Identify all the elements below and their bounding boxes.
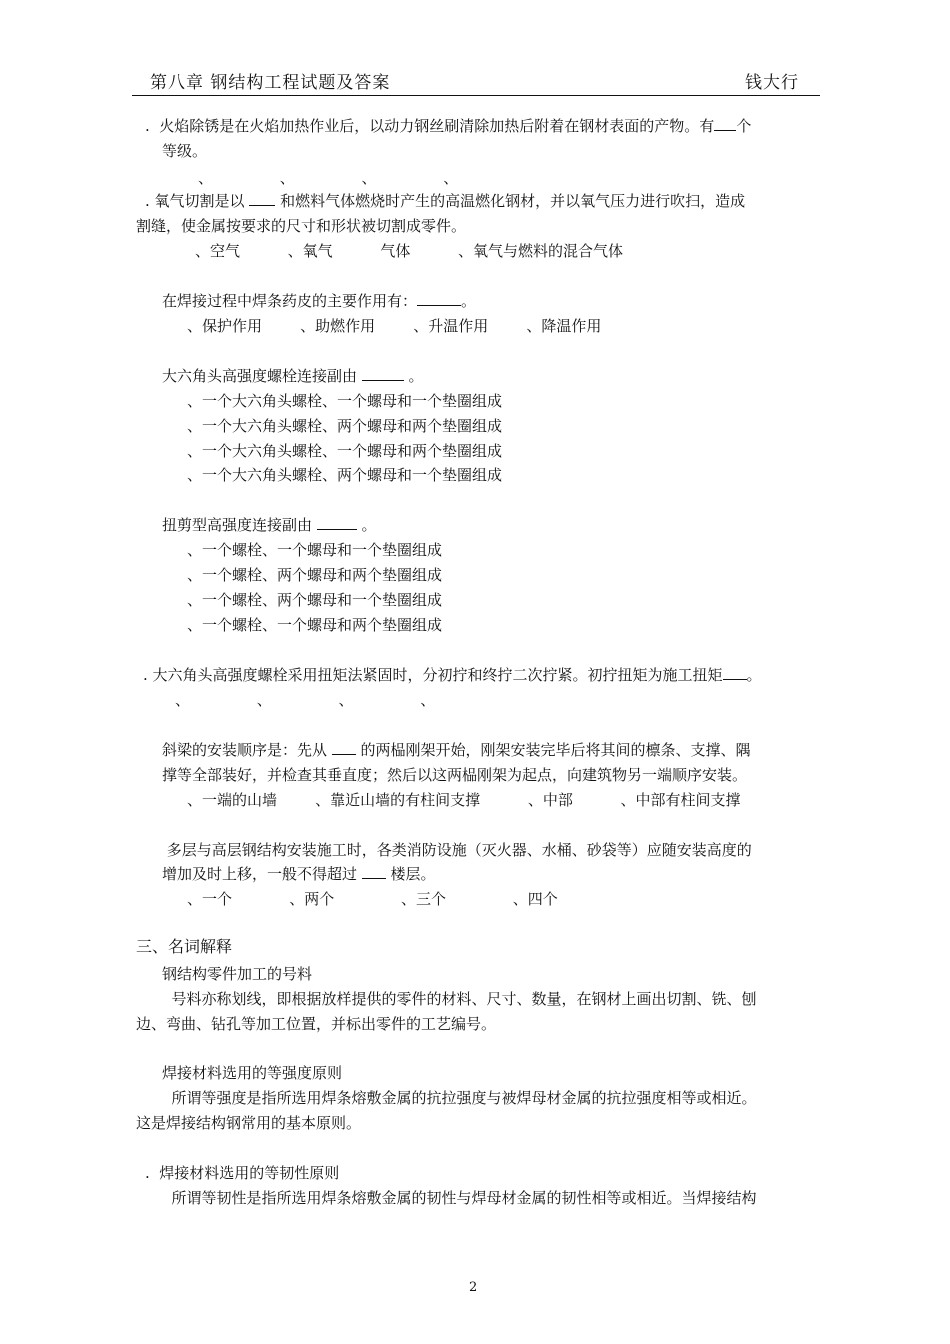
- option-item: 、一个螺栓、两个螺母和一个垫圈组成: [187, 591, 443, 609]
- answer-blank: [417, 291, 461, 306]
- term-definition: 所谓等韧性是指所选用焊条熔敷金属的韧性与焊母材金属的韧性相等或相近。当焊接结构: [162, 1189, 757, 1207]
- answer-blank: [362, 864, 386, 879]
- header-title: 第八章 钢结构工程试题及答案: [150, 73, 391, 93]
- answer-blank: [723, 665, 747, 680]
- question-oxygen-options: 、空气 、氧气 气体 、氧气与燃料的混合气体: [195, 242, 624, 260]
- term-definition: 号料亦称划线，即根据放样提供的零件的材料、尺寸、数量，在钢材上画出切割、铣、刨: [162, 990, 757, 1008]
- question-beam-line1: 斜梁的安装顺序是：先从 的两榀刚架开始，刚架安装完毕后将其间的檩条、支撑、隅: [162, 741, 751, 759]
- question-oxygen-line2: 割缝，使金属按要求的尺寸和形状被切割成零件。: [136, 217, 467, 235]
- section-title: 三、名词解释: [136, 937, 233, 956]
- term-definition: 所谓等强度是指所选用焊条熔敷金属的抗拉强度与被焊母材金属的抗拉强度相等或相近。: [162, 1089, 757, 1107]
- question-fire-options: 、一个 、两个 、三个 、四个: [187, 890, 558, 908]
- question-fire-line1: 多层与高层钢结构安装施工时，各类消防设施（灭火器、水桶、砂袋等）应随安装高度的: [162, 841, 752, 859]
- question-torque-stem: . 大六角头高强度螺栓采用扭矩法紧固时，分初拧和终拧二次拧紧。初拧扭矩为施工扭矩 。: [143, 666, 762, 684]
- option-item: 、一个螺栓、一个螺母和两个垫圈组成: [187, 616, 443, 634]
- question-beam-options: 、一端的山墙 、靠近山墙的有柱间支撑 、中部 、中部有柱间支撑: [187, 791, 741, 809]
- question-beam-line2: 撑等全部装好，并检查其垂直度；然后以这两榀刚架为起点，向建筑物另一端顺序安装。: [162, 766, 748, 784]
- header-author: 钱大行: [745, 73, 799, 93]
- option-item: 、一个螺栓、一个螺母和一个垫圈组成: [187, 541, 443, 559]
- term-name: 钢结构零件加工的号料: [162, 965, 313, 983]
- header-rule: [132, 95, 820, 96]
- term-name: 焊接材料选用的等强度原则: [162, 1064, 343, 1082]
- question-flame-line1: . 火焰除锈是在火焰加热作业后，以动力钢丝刷清除加热后附着在钢材表面的产物。有 个: [145, 117, 752, 135]
- option-item: 、一个大六角头螺栓、两个螺母和一个垫圈组成: [187, 466, 503, 484]
- question-coating-stem: 在焊接过程中焊条药皮的主要作用有： 。: [162, 292, 477, 310]
- question-hexbolt-stem: 大六角头高强度螺栓连接副由 。: [162, 367, 424, 385]
- answer-blank: [249, 191, 275, 206]
- option-item: 、一个大六角头螺栓、一个螺母和两个垫圈组成: [187, 442, 503, 460]
- option-item: 、一个螺栓、两个螺母和两个垫圈组成: [187, 566, 443, 584]
- question-flame-options: 、 、 、 、: [198, 169, 459, 187]
- answer-blank: [714, 116, 736, 131]
- answer-blank: [332, 740, 356, 755]
- page-number: 2: [469, 1280, 478, 1295]
- question-coating-options: 、保护作用 、助燃作用 、升温作用 、降温作用: [187, 317, 602, 335]
- option-item: 、一个大六角头螺栓、一个螺母和一个垫圈组成: [187, 392, 503, 410]
- question-torque-options: 、 、 、 、: [175, 691, 436, 709]
- question-oxygen-line1: . 氧气切割是以 和燃料气体燃烧时产生的高温燃化钢材，并以氧气压力进行吹扫，造成: [145, 192, 746, 210]
- term-definition: 这是焊接结构钢常用的基本原则。: [136, 1114, 362, 1132]
- answer-blank: [317, 515, 357, 530]
- answer-blank: [362, 366, 404, 381]
- question-shearbolt-stem: 扭剪型高强度连接副由 。: [162, 516, 377, 534]
- question-fire-line2: 增加及时上移，一般不得超过 楼层。: [162, 865, 436, 883]
- term-definition: 边、弯曲、钻孔等加工位置，并标出零件的工艺编号。: [136, 1015, 497, 1033]
- option-item: 、一个大六角头螺栓、两个螺母和两个垫圈组成: [187, 417, 503, 435]
- question-flame-line2: 等级。: [162, 142, 208, 160]
- term-name: . 焊接材料选用的等韧性原则: [145, 1164, 340, 1182]
